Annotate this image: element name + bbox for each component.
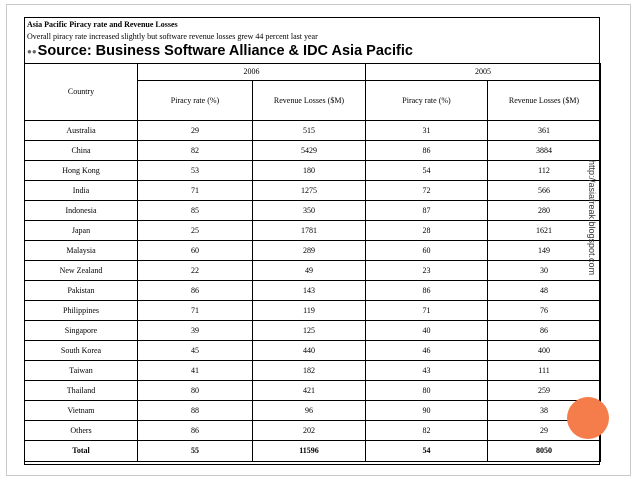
table-row xyxy=(25,321,601,341)
revenue-loss-2005-cell: 86 xyxy=(488,321,601,341)
table-subtitle: Overall piracy rate increased slightly but software revenue losses grew 44 percent last year xyxy=(27,32,318,41)
table-row xyxy=(25,361,601,381)
country-cell: Singapore xyxy=(25,321,138,341)
decorative-circle xyxy=(567,397,609,439)
table-row xyxy=(25,181,601,201)
revenue-loss-2005-cell: 48 xyxy=(488,281,601,301)
source-line xyxy=(27,43,413,59)
revenue-loss-2006-cell: 5429 xyxy=(253,141,366,161)
revenue-loss-2006-cell: 515 xyxy=(253,121,366,141)
piracy-rate-2005-cell: 23 xyxy=(366,261,488,281)
total-revenue-loss-2005-cell: 8050 xyxy=(488,441,601,462)
piracy-rate-2005-cell: 86 xyxy=(366,281,488,301)
piracy-rate-2006-cell: 25 xyxy=(138,221,253,241)
country-header: Country xyxy=(25,64,138,121)
country-cell: Taiwan xyxy=(25,361,138,381)
piracy-rate-2005-cell: 43 xyxy=(366,361,488,381)
revenue-loss-2006-cell: 440 xyxy=(253,341,366,361)
table-row xyxy=(25,141,601,161)
revenue-loss-2006-cell: 1275 xyxy=(253,181,366,201)
piracy-rate-2006-cell: 39 xyxy=(138,321,253,341)
piracy-table xyxy=(24,63,601,462)
table-row xyxy=(25,281,601,301)
table-row xyxy=(25,121,601,141)
revenue-loss-2006-cell: 96 xyxy=(253,401,366,421)
total-country-cell: Total xyxy=(25,441,138,462)
revenue-loss-2005-cell: 112 xyxy=(488,161,601,181)
revenue-loss-2006-cell: 182 xyxy=(253,361,366,381)
piracy-rate-2006-cell: 29 xyxy=(138,121,253,141)
piracy-rate-2005-cell: 31 xyxy=(366,121,488,141)
piracy-rate-2005-cell: 80 xyxy=(366,381,488,401)
country-cell: Philippines xyxy=(25,301,138,321)
piracy-rate-2005-cell: 28 xyxy=(366,221,488,241)
total-piracy-rate-2005-cell: 54 xyxy=(366,441,488,462)
country-cell: South Korea xyxy=(25,341,138,361)
revenue-loss-2006-header: Revenue Losses ($M) xyxy=(253,81,366,121)
piracy-rate-2006-cell: 88 xyxy=(138,401,253,421)
piracy-rate-2005-cell: 72 xyxy=(366,181,488,201)
revenue-loss-2006-cell: 421 xyxy=(253,381,366,401)
piracy-rate-2005-cell: 54 xyxy=(366,161,488,181)
revenue-loss-2006-cell: 1781 xyxy=(253,221,366,241)
source-text: Source: Business Software Alliance & IDC Asia Pacific xyxy=(37,43,413,59)
revenue-loss-2005-cell: 149 xyxy=(488,241,601,261)
document-frame xyxy=(24,17,600,465)
piracy-rate-2006-cell: 22 xyxy=(138,261,253,281)
piracy-rate-2005-cell: 71 xyxy=(366,301,488,321)
table-row xyxy=(25,401,601,421)
table-title: Asia Pacific Piracy rate and Revenue Losses xyxy=(27,20,178,29)
piracy-rate-2006-cell: 80 xyxy=(138,381,253,401)
year-header-2005: 2005 xyxy=(366,64,601,81)
piracy-rate-2005-cell: 46 xyxy=(366,341,488,361)
revenue-loss-2006-cell: 350 xyxy=(253,201,366,221)
country-cell: New Zealand xyxy=(25,261,138,281)
revenue-loss-2006-cell: 202 xyxy=(253,421,366,441)
piracy-rate-2006-cell: 45 xyxy=(138,341,253,361)
revenue-loss-2005-cell: 1621 xyxy=(488,221,601,241)
revenue-loss-2006-cell: 143 xyxy=(253,281,366,301)
piracy-rate-2006-cell: 86 xyxy=(138,281,253,301)
table-row xyxy=(25,241,601,261)
revenue-loss-2005-cell: 76 xyxy=(488,301,601,321)
piracy-rate-2006-cell: 82 xyxy=(138,141,253,161)
total-revenue-loss-2006-cell: 11596 xyxy=(253,441,366,462)
bullet-icon: ●● xyxy=(27,46,37,56)
table-row xyxy=(25,301,601,321)
piracy-rate-2005-cell: 82 xyxy=(366,421,488,441)
country-cell: Indonesia xyxy=(25,201,138,221)
revenue-loss-2006-cell: 49 xyxy=(253,261,366,281)
piracy-rate-2006-cell: 86 xyxy=(138,421,253,441)
revenue-loss-2005-cell: 400 xyxy=(488,341,601,361)
revenue-loss-2006-cell: 180 xyxy=(253,161,366,181)
country-cell: Others xyxy=(25,421,138,441)
piracy-rate-2006-cell: 53 xyxy=(138,161,253,181)
piracy-rate-2006-cell: 41 xyxy=(138,361,253,381)
revenue-loss-2005-cell: 3884 xyxy=(488,141,601,161)
country-cell: Hong Kong xyxy=(25,161,138,181)
table-row xyxy=(25,421,601,441)
piracy-rate-2005-header: Piracy rate (%) xyxy=(366,81,488,121)
revenue-loss-2005-cell: 280 xyxy=(488,201,601,221)
country-cell: China xyxy=(25,141,138,161)
side-url: http://asiafreak.blogspot.com xyxy=(587,160,597,276)
revenue-loss-2005-cell: 30 xyxy=(488,261,601,281)
revenue-loss-2006-cell: 289 xyxy=(253,241,366,261)
revenue-loss-2006-cell: 125 xyxy=(253,321,366,341)
table-row xyxy=(25,261,601,281)
revenue-loss-2006-cell: 119 xyxy=(253,301,366,321)
country-cell: Australia xyxy=(25,121,138,141)
table-row xyxy=(25,341,601,361)
piracy-rate-2006-cell: 85 xyxy=(138,201,253,221)
piracy-rate-2005-cell: 90 xyxy=(366,401,488,421)
piracy-rate-2005-cell: 86 xyxy=(366,141,488,161)
revenue-loss-2005-cell: 566 xyxy=(488,181,601,201)
piracy-rate-2006-cell: 71 xyxy=(138,181,253,201)
country-cell: Vietnam xyxy=(25,401,138,421)
total-piracy-rate-2006-cell: 55 xyxy=(138,441,253,462)
country-cell: Pakistan xyxy=(25,281,138,301)
revenue-loss-2005-cell: 259 xyxy=(488,381,601,401)
table-row xyxy=(25,161,601,181)
revenue-loss-2005-cell: 111 xyxy=(488,361,601,381)
country-cell: India xyxy=(25,181,138,201)
revenue-loss-2005-cell: 29 xyxy=(488,421,601,441)
piracy-rate-2006-cell: 71 xyxy=(138,301,253,321)
country-cell: Thailand xyxy=(25,381,138,401)
table-row xyxy=(25,201,601,221)
country-cell: Japan xyxy=(25,221,138,241)
piracy-rate-2005-cell: 60 xyxy=(366,241,488,261)
country-cell: Malaysia xyxy=(25,241,138,261)
revenue-loss-2005-cell: 361 xyxy=(488,121,601,141)
piracy-rate-2005-cell: 87 xyxy=(366,201,488,221)
piracy-rate-2006-cell: 60 xyxy=(138,241,253,261)
revenue-loss-2005-header: Revenue Losses ($M) xyxy=(488,81,601,121)
revenue-loss-2005-cell: 38 xyxy=(488,401,601,421)
year-header-2006: 2006 xyxy=(138,64,366,81)
table-row xyxy=(25,381,601,401)
total-row xyxy=(25,441,601,462)
piracy-rate-2006-header: Piracy rate (%) xyxy=(138,81,253,121)
piracy-rate-2005-cell: 40 xyxy=(366,321,488,341)
table-row xyxy=(25,221,601,241)
